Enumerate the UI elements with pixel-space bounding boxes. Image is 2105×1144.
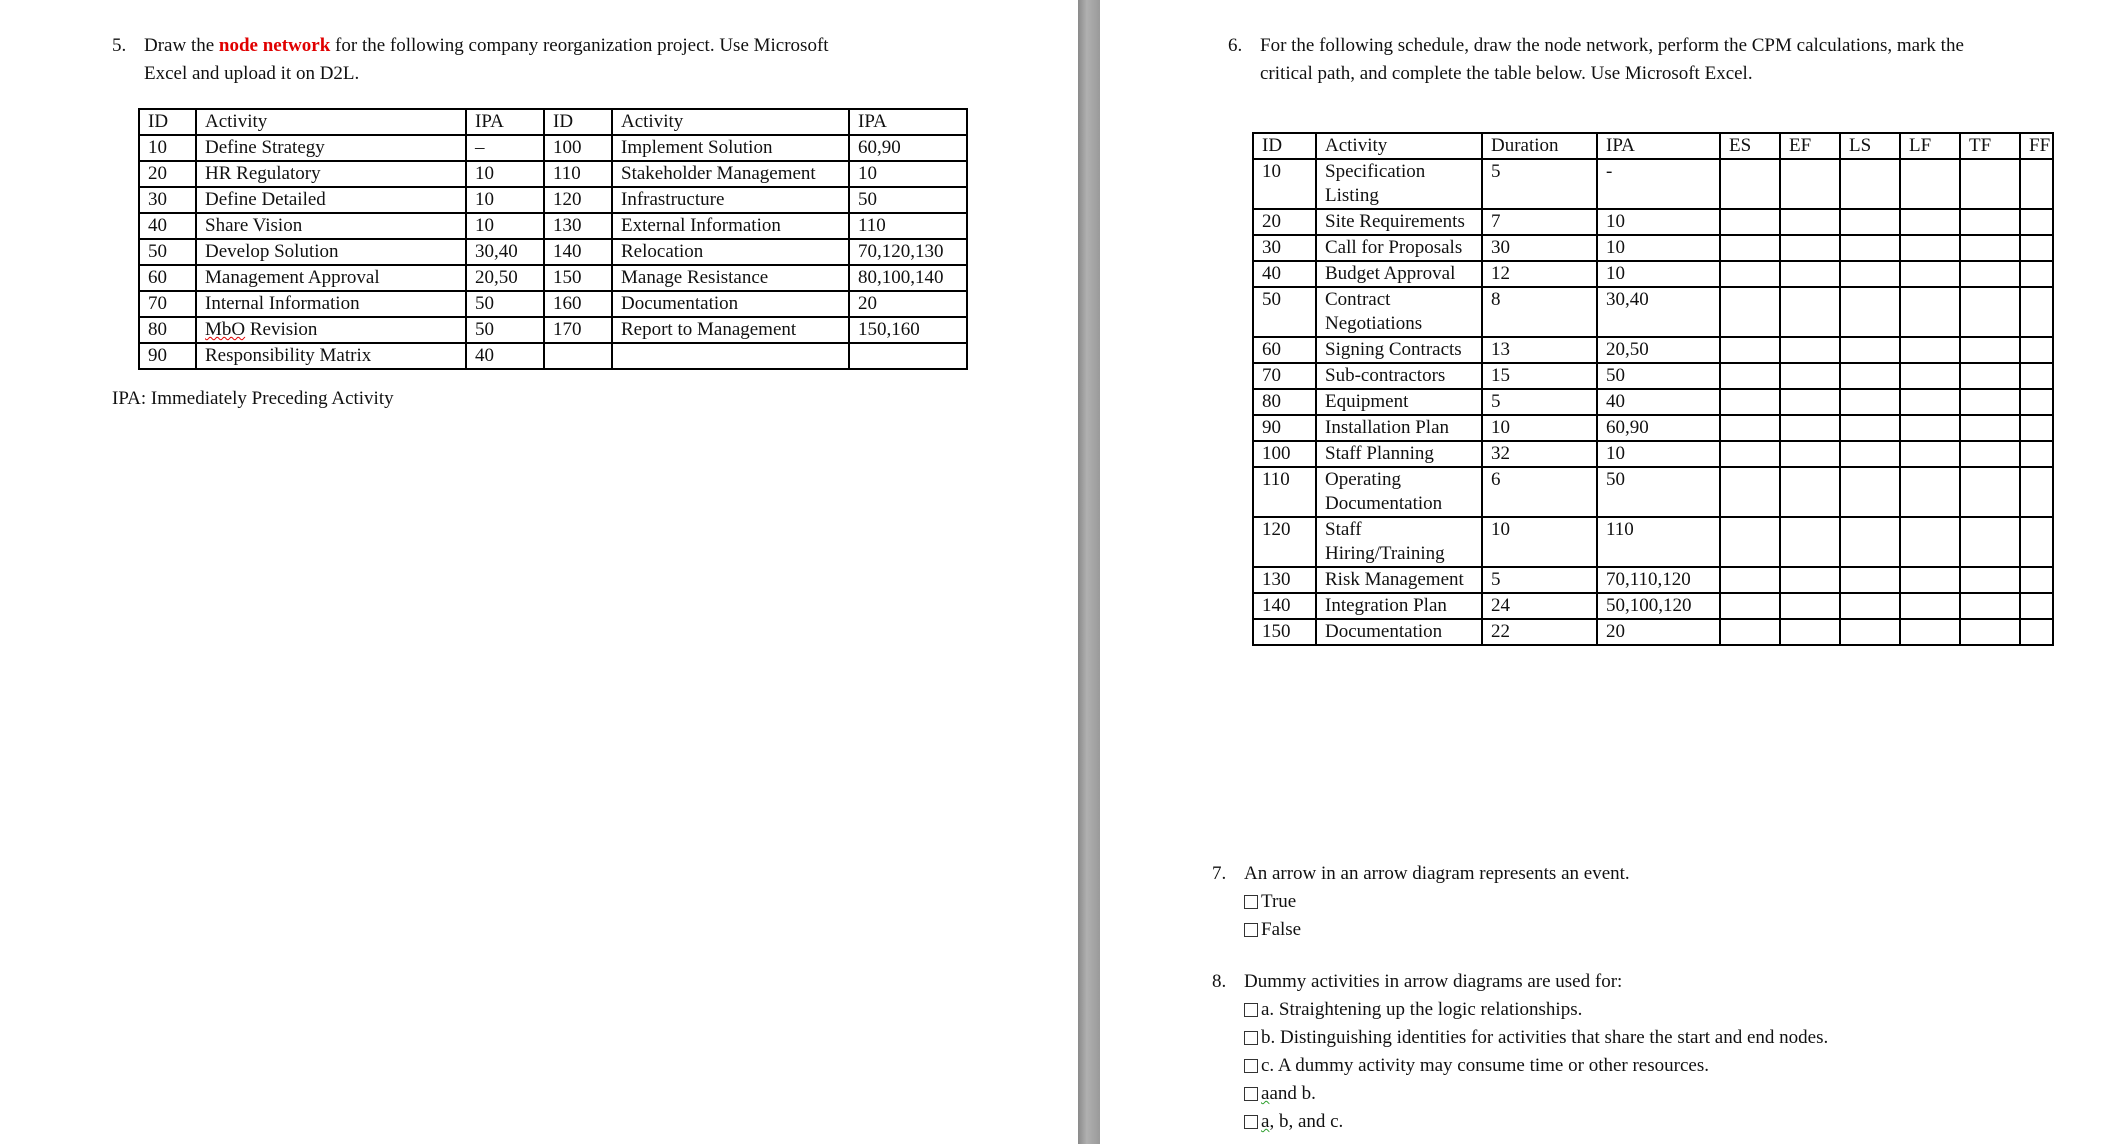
col-header: LF bbox=[1900, 133, 1960, 159]
cell-ef-blank[interactable] bbox=[1780, 235, 1840, 261]
cell-ls-blank[interactable] bbox=[1840, 287, 1900, 337]
cell-id: 140 bbox=[1253, 593, 1316, 619]
cell-es-blank[interactable] bbox=[1720, 619, 1780, 645]
cell-ls-blank[interactable] bbox=[1840, 517, 1900, 567]
cell-ipa: 10 bbox=[1597, 209, 1720, 235]
cell-ls-blank[interactable] bbox=[1840, 337, 1900, 363]
cell-ff-blank[interactable] bbox=[2020, 517, 2053, 567]
cell-ff-blank[interactable] bbox=[2020, 287, 2053, 337]
checkbox[interactable] bbox=[1244, 1087, 1258, 1101]
cell-id: 130 bbox=[1253, 567, 1316, 593]
cell-lf-blank[interactable] bbox=[1900, 337, 1960, 363]
cell-activity: Installation Plan bbox=[1316, 415, 1482, 441]
cell-ls-blank[interactable] bbox=[1840, 159, 1900, 209]
table-row bbox=[139, 161, 967, 187]
cell-duration: 5 bbox=[1482, 159, 1597, 209]
highlighted-term: node network bbox=[218, 35, 331, 56]
cell-ef-blank[interactable] bbox=[1780, 567, 1840, 593]
cell-ipa: – bbox=[466, 135, 544, 161]
cell-es-blank[interactable] bbox=[1720, 261, 1780, 287]
cell-tf-blank[interactable] bbox=[1960, 235, 2020, 261]
cell-tf-blank[interactable] bbox=[1960, 363, 2020, 389]
cell-ef-blank[interactable] bbox=[1780, 415, 1840, 441]
cell-ff-blank[interactable] bbox=[2020, 441, 2053, 467]
cell-ipa: - bbox=[1597, 159, 1720, 209]
cell-ipa: 20,50 bbox=[1597, 337, 1720, 363]
cell-duration: 15 bbox=[1482, 363, 1597, 389]
cell-es-blank[interactable] bbox=[1720, 363, 1780, 389]
cell-id: 70 bbox=[139, 291, 196, 317]
cell-id: 100 bbox=[1253, 441, 1316, 467]
table-header-row bbox=[139, 109, 967, 135]
col-header: ID bbox=[139, 109, 196, 135]
ipa-footnote: IPA: Immediately Preceding Activity bbox=[112, 388, 394, 409]
option-c[interactable]: c. A dummy activity may consume time or other resources. bbox=[1244, 1052, 1828, 1080]
cell-ls-blank[interactable] bbox=[1840, 467, 1900, 517]
cell-lf-blank[interactable] bbox=[1900, 593, 1960, 619]
cell-id: 10 bbox=[1253, 159, 1316, 209]
checkbox[interactable] bbox=[1244, 923, 1258, 937]
cell-activity: Share Vision bbox=[196, 213, 466, 239]
option-a-and-b[interactable]: a and b. bbox=[1244, 1080, 1828, 1108]
cell-ef-blank[interactable] bbox=[1780, 209, 1840, 235]
cell-tf-blank[interactable] bbox=[1960, 159, 2020, 209]
table-row bbox=[1253, 337, 2053, 363]
option-b[interactable]: b. Distinguishing identities for activities that share the start and end nodes. bbox=[1244, 1024, 1828, 1052]
option-a[interactable]: a. Straightening up the logic relationships. bbox=[1244, 996, 1828, 1024]
cell-ef-blank[interactable] bbox=[1780, 517, 1840, 567]
cell-tf-blank[interactable] bbox=[1960, 287, 2020, 337]
col-header: Activity bbox=[1316, 133, 1482, 159]
question-number: 7. bbox=[1212, 863, 1227, 884]
cell-duration: 12 bbox=[1482, 261, 1597, 287]
cell-activity: Risk Management bbox=[1316, 567, 1482, 593]
cell-lf-blank[interactable] bbox=[1900, 261, 1960, 287]
cell-activity: Operating Documentation bbox=[1316, 467, 1482, 517]
cell-ef-blank[interactable] bbox=[1780, 261, 1840, 287]
cell-id: 130 bbox=[544, 213, 612, 239]
right-page bbox=[1100, 0, 2105, 1144]
col-header: FF bbox=[2020, 133, 2053, 159]
cell-activity bbox=[612, 343, 849, 369]
col-header: ID bbox=[1253, 133, 1316, 159]
table-row bbox=[1253, 517, 2053, 567]
cell-ipa: 70,110,120 bbox=[1597, 567, 1720, 593]
cell-activity: Signing Contracts bbox=[1316, 337, 1482, 363]
question-text-line-2: Excel and upload it on D2L. bbox=[144, 63, 360, 84]
col-header: ID bbox=[544, 109, 612, 135]
cell-activity: Equipment bbox=[1316, 389, 1482, 415]
cell-ff-blank[interactable] bbox=[2020, 209, 2053, 235]
cell-duration: 7 bbox=[1482, 209, 1597, 235]
cell-ipa: 60,90 bbox=[1597, 415, 1720, 441]
cell-activity: Integration Plan bbox=[1316, 593, 1482, 619]
checkbox[interactable] bbox=[1244, 895, 1258, 909]
cell-id bbox=[544, 343, 612, 369]
cell-ff-blank[interactable] bbox=[2020, 261, 2053, 287]
cell-activity: HR Regulatory bbox=[196, 161, 466, 187]
table-row bbox=[1253, 415, 2053, 441]
cell-ff-blank[interactable] bbox=[2020, 415, 2053, 441]
cell-id: 80 bbox=[139, 317, 196, 343]
grammar-flag-word: a bbox=[1261, 1083, 1270, 1104]
cell-ipa: 30,40 bbox=[466, 239, 544, 265]
cell-ipa: 20 bbox=[1597, 619, 1720, 645]
cell-id: 90 bbox=[139, 343, 196, 369]
cell-ipa bbox=[849, 343, 967, 369]
table-row bbox=[1253, 159, 2053, 209]
cell-ef-blank[interactable] bbox=[1780, 159, 1840, 209]
cell-activity: Specification Listing bbox=[1316, 159, 1482, 209]
cell-ipa: 10 bbox=[466, 213, 544, 239]
cell-duration: 10 bbox=[1482, 517, 1597, 567]
cell-activity: Documentation bbox=[612, 291, 849, 317]
cell-ef-blank[interactable] bbox=[1780, 441, 1840, 467]
cell-id: 120 bbox=[544, 187, 612, 213]
cell-duration: 24 bbox=[1482, 593, 1597, 619]
cell-duration: 30 bbox=[1482, 235, 1597, 261]
cell-ff-blank[interactable] bbox=[2020, 389, 2053, 415]
cell-es-blank[interactable] bbox=[1720, 209, 1780, 235]
cell-lf-blank[interactable] bbox=[1900, 517, 1960, 567]
cell-ff-blank[interactable] bbox=[2020, 619, 2053, 645]
cell-id: 20 bbox=[1253, 209, 1316, 235]
col-header: Activity bbox=[196, 109, 466, 135]
col-header: IPA bbox=[466, 109, 544, 135]
cell-ipa: 50 bbox=[1597, 363, 1720, 389]
cell-activity: Develop Solution bbox=[196, 239, 466, 265]
cell-ff-blank[interactable] bbox=[2020, 467, 2053, 517]
table-row bbox=[1253, 389, 2053, 415]
table-row bbox=[139, 213, 967, 239]
cell-duration: 32 bbox=[1482, 441, 1597, 467]
cell-activity: Define Strategy bbox=[196, 135, 466, 161]
cell-lf-blank[interactable] bbox=[1900, 235, 1960, 261]
option-a-b-and-c[interactable]: a , b, and c. bbox=[1244, 1108, 1828, 1136]
cell-tf-blank[interactable] bbox=[1960, 209, 2020, 235]
question-8-options bbox=[1244, 996, 1828, 1136]
cell-tf-blank[interactable] bbox=[1960, 261, 2020, 287]
cell-ls-blank[interactable] bbox=[1840, 389, 1900, 415]
cell-ls-blank[interactable] bbox=[1840, 209, 1900, 235]
table-row bbox=[139, 265, 967, 291]
table-row bbox=[1253, 261, 2053, 287]
table-row bbox=[1253, 467, 2053, 517]
cell-id: 50 bbox=[1253, 287, 1316, 337]
cell-tf-blank[interactable] bbox=[1960, 593, 2020, 619]
cell-lf-blank[interactable] bbox=[1900, 287, 1960, 337]
option-false[interactable]: False bbox=[1244, 916, 1301, 944]
cell-es-blank[interactable] bbox=[1720, 337, 1780, 363]
cell-ipa: 20 bbox=[849, 291, 967, 317]
cell-id: 150 bbox=[544, 265, 612, 291]
cell-ls-blank[interactable] bbox=[1840, 415, 1900, 441]
cell-id: 50 bbox=[139, 239, 196, 265]
cell-activity: Documentation bbox=[1316, 619, 1482, 645]
cpm-schedule-table bbox=[1252, 132, 2054, 646]
cell-ipa: 30,40 bbox=[1597, 287, 1720, 337]
cell-es-blank[interactable] bbox=[1720, 467, 1780, 517]
cell-ff-blank[interactable] bbox=[2020, 567, 2053, 593]
cell-ls-blank[interactable] bbox=[1840, 593, 1900, 619]
cell-activity: Call for Proposals bbox=[1316, 235, 1482, 261]
table-row bbox=[1253, 287, 2053, 337]
cell-id: 70 bbox=[1253, 363, 1316, 389]
cell-id: 110 bbox=[544, 161, 612, 187]
question-number: 6. bbox=[1228, 35, 1243, 56]
cell-activity: MbO Revision bbox=[196, 317, 466, 343]
question-text-line-1: Draw the node network for the following company reorganization project. Use Microsoft bbox=[144, 35, 829, 56]
cell-ipa: 50 bbox=[1597, 467, 1720, 517]
cell-activity: Implement Solution bbox=[612, 135, 849, 161]
cell-ff-blank[interactable] bbox=[2020, 235, 2053, 261]
cell-tf-blank[interactable] bbox=[1960, 415, 2020, 441]
table-row bbox=[1253, 363, 2053, 389]
cell-duration: 13 bbox=[1482, 337, 1597, 363]
table-row bbox=[1253, 441, 2053, 467]
cell-ipa: 50 bbox=[849, 187, 967, 213]
cell-ff-blank[interactable] bbox=[2020, 363, 2053, 389]
cell-ipa: 150,160 bbox=[849, 317, 967, 343]
cell-es-blank[interactable] bbox=[1720, 441, 1780, 467]
cell-id: 60 bbox=[1253, 337, 1316, 363]
cell-activity: Sub-contractors bbox=[1316, 363, 1482, 389]
cell-ipa: 50 bbox=[466, 317, 544, 343]
cell-id: 110 bbox=[1253, 467, 1316, 517]
col-header: IPA bbox=[849, 109, 967, 135]
cell-lf-blank[interactable] bbox=[1900, 467, 1960, 517]
col-header: ES bbox=[1720, 133, 1780, 159]
cell-id: 30 bbox=[1253, 235, 1316, 261]
cell-activity: Stakeholder Management bbox=[612, 161, 849, 187]
table-header-row bbox=[1253, 133, 2053, 159]
cell-ff-blank[interactable] bbox=[2020, 159, 2053, 209]
cell-es-blank[interactable] bbox=[1720, 389, 1780, 415]
cell-ls-blank[interactable] bbox=[1840, 441, 1900, 467]
question-number: 5. bbox=[112, 35, 127, 56]
cell-ef-blank[interactable] bbox=[1780, 287, 1840, 337]
cell-id: 20 bbox=[139, 161, 196, 187]
cell-activity: Staff Hiring/Training bbox=[1316, 517, 1482, 567]
cell-lf-blank[interactable] bbox=[1900, 567, 1960, 593]
cell-lf-blank[interactable] bbox=[1900, 619, 1960, 645]
cell-es-blank[interactable] bbox=[1720, 287, 1780, 337]
cell-ef-blank[interactable] bbox=[1780, 389, 1840, 415]
cell-es-blank[interactable] bbox=[1720, 593, 1780, 619]
cell-activity: Management Approval bbox=[196, 265, 466, 291]
cell-ipa: 110 bbox=[849, 213, 967, 239]
col-header: Activity bbox=[612, 109, 849, 135]
cell-lf-blank[interactable] bbox=[1900, 415, 1960, 441]
cell-tf-blank[interactable] bbox=[1960, 567, 2020, 593]
cell-id: 90 bbox=[1253, 415, 1316, 441]
cell-ff-blank[interactable] bbox=[2020, 593, 2053, 619]
cell-ipa: 10 bbox=[849, 161, 967, 187]
cell-lf-blank[interactable] bbox=[1900, 363, 1960, 389]
question-text: An arrow in an arrow diagram represents an event. bbox=[1244, 863, 1630, 884]
cell-activity: Staff Planning bbox=[1316, 441, 1482, 467]
spellcheck-word: MbO bbox=[205, 319, 246, 340]
cell-ipa: 10 bbox=[1597, 235, 1720, 261]
cell-ls-blank[interactable] bbox=[1840, 261, 1900, 287]
cell-es-blank[interactable] bbox=[1720, 159, 1780, 209]
cell-activity: Site Requirements bbox=[1316, 209, 1482, 235]
reorganization-activity-table bbox=[138, 108, 968, 370]
option-true[interactable]: True bbox=[1244, 888, 1301, 916]
cell-ipa: 10 bbox=[466, 187, 544, 213]
table-row bbox=[139, 343, 967, 369]
grammar-flag-word: a bbox=[1261, 1111, 1270, 1132]
col-header: Duration bbox=[1482, 133, 1597, 159]
cell-ef-blank[interactable] bbox=[1780, 593, 1840, 619]
cell-ipa: 20,50 bbox=[466, 265, 544, 291]
cell-activity: Relocation bbox=[612, 239, 849, 265]
cell-activity: Report to Management bbox=[612, 317, 849, 343]
table-row bbox=[1253, 593, 2053, 619]
cell-activity: Budget Approval bbox=[1316, 261, 1482, 287]
question-number: 8. bbox=[1212, 971, 1227, 992]
cell-tf-blank[interactable] bbox=[1960, 517, 2020, 567]
table-row bbox=[139, 135, 967, 161]
cell-activity: Infrastructure bbox=[612, 187, 849, 213]
cell-lf-blank[interactable] bbox=[1900, 389, 1960, 415]
page-divider bbox=[1078, 0, 1100, 1144]
cell-ipa: 10 bbox=[466, 161, 544, 187]
question-text-line-2: critical path, and complete the table below. Use Microsoft Excel. bbox=[1260, 63, 1753, 84]
cell-ls-blank[interactable] bbox=[1840, 235, 1900, 261]
cell-lf-blank[interactable] bbox=[1900, 209, 1960, 235]
cell-id: 40 bbox=[139, 213, 196, 239]
cell-ipa: 70,120,130 bbox=[849, 239, 967, 265]
question-7-options bbox=[1244, 888, 1301, 944]
table-row bbox=[1253, 209, 2053, 235]
question-text: Dummy activities in arrow diagrams are used for: bbox=[1244, 971, 1623, 992]
table-row bbox=[139, 239, 967, 265]
table-row bbox=[139, 187, 967, 213]
cell-ipa: 80,100,140 bbox=[849, 265, 967, 291]
cell-activity: External Information bbox=[612, 213, 849, 239]
cell-tf-blank[interactable] bbox=[1960, 441, 2020, 467]
cell-ls-blank[interactable] bbox=[1840, 619, 1900, 645]
cell-id: 60 bbox=[139, 265, 196, 291]
cell-ipa: 50,100,120 bbox=[1597, 593, 1720, 619]
table-row bbox=[139, 291, 967, 317]
cell-ff-blank[interactable] bbox=[2020, 337, 2053, 363]
table-row bbox=[1253, 619, 2053, 645]
cell-duration: 22 bbox=[1482, 619, 1597, 645]
cell-es-blank[interactable] bbox=[1720, 415, 1780, 441]
col-header: TF bbox=[1960, 133, 2020, 159]
cell-activity: Contract Negotiations bbox=[1316, 287, 1482, 337]
checkbox[interactable] bbox=[1244, 1003, 1258, 1017]
cell-ipa: 10 bbox=[1597, 441, 1720, 467]
cell-activity: Manage Resistance bbox=[612, 265, 849, 291]
checkbox[interactable] bbox=[1244, 1115, 1258, 1129]
cell-ipa: 40 bbox=[1597, 389, 1720, 415]
cell-es-blank[interactable] bbox=[1720, 235, 1780, 261]
cell-id: 170 bbox=[544, 317, 612, 343]
cell-ipa: 110 bbox=[1597, 517, 1720, 567]
cell-tf-blank[interactable] bbox=[1960, 467, 2020, 517]
table-row bbox=[139, 317, 967, 343]
col-header: EF bbox=[1780, 133, 1840, 159]
cell-duration: 5 bbox=[1482, 567, 1597, 593]
cell-tf-blank[interactable] bbox=[1960, 619, 2020, 645]
cell-duration: 6 bbox=[1482, 467, 1597, 517]
cell-duration: 10 bbox=[1482, 415, 1597, 441]
checkbox[interactable] bbox=[1244, 1031, 1258, 1045]
cell-duration: 5 bbox=[1482, 389, 1597, 415]
cell-es-blank[interactable] bbox=[1720, 517, 1780, 567]
cell-id: 100 bbox=[544, 135, 612, 161]
cell-id: 150 bbox=[1253, 619, 1316, 645]
cell-tf-blank[interactable] bbox=[1960, 389, 2020, 415]
cell-id: 160 bbox=[544, 291, 612, 317]
table-row bbox=[1253, 567, 2053, 593]
cell-id: 10 bbox=[139, 135, 196, 161]
cell-ef-blank[interactable] bbox=[1780, 619, 1840, 645]
col-header: LS bbox=[1840, 133, 1900, 159]
cell-tf-blank[interactable] bbox=[1960, 337, 2020, 363]
question-text-line-1: For the following schedule, draw the node network, perform the CPM calculations, mark the bbox=[1260, 35, 1964, 56]
cell-es-blank[interactable] bbox=[1720, 567, 1780, 593]
cell-id: 30 bbox=[139, 187, 196, 213]
col-header: IPA bbox=[1597, 133, 1720, 159]
cell-id: 80 bbox=[1253, 389, 1316, 415]
cell-duration: 8 bbox=[1482, 287, 1597, 337]
cell-ef-blank[interactable] bbox=[1780, 363, 1840, 389]
cell-ls-blank[interactable] bbox=[1840, 363, 1900, 389]
cell-id: 120 bbox=[1253, 517, 1316, 567]
cell-ipa: 10 bbox=[1597, 261, 1720, 287]
cell-activity: Internal Information bbox=[196, 291, 466, 317]
cell-ipa: 60,90 bbox=[849, 135, 967, 161]
cell-ef-blank[interactable] bbox=[1780, 467, 1840, 517]
cell-ls-blank[interactable] bbox=[1840, 567, 1900, 593]
cell-activity: Define Detailed bbox=[196, 187, 466, 213]
cell-activity: Responsibility Matrix bbox=[196, 343, 466, 369]
cell-id: 40 bbox=[1253, 261, 1316, 287]
cell-id: 140 bbox=[544, 239, 612, 265]
cell-lf-blank[interactable] bbox=[1900, 441, 1960, 467]
cell-ipa: 40 bbox=[466, 343, 544, 369]
table-row bbox=[1253, 235, 2053, 261]
cell-ef-blank[interactable] bbox=[1780, 337, 1840, 363]
cell-lf-blank[interactable] bbox=[1900, 159, 1960, 209]
checkbox[interactable] bbox=[1244, 1059, 1258, 1073]
cell-ipa: 50 bbox=[466, 291, 544, 317]
